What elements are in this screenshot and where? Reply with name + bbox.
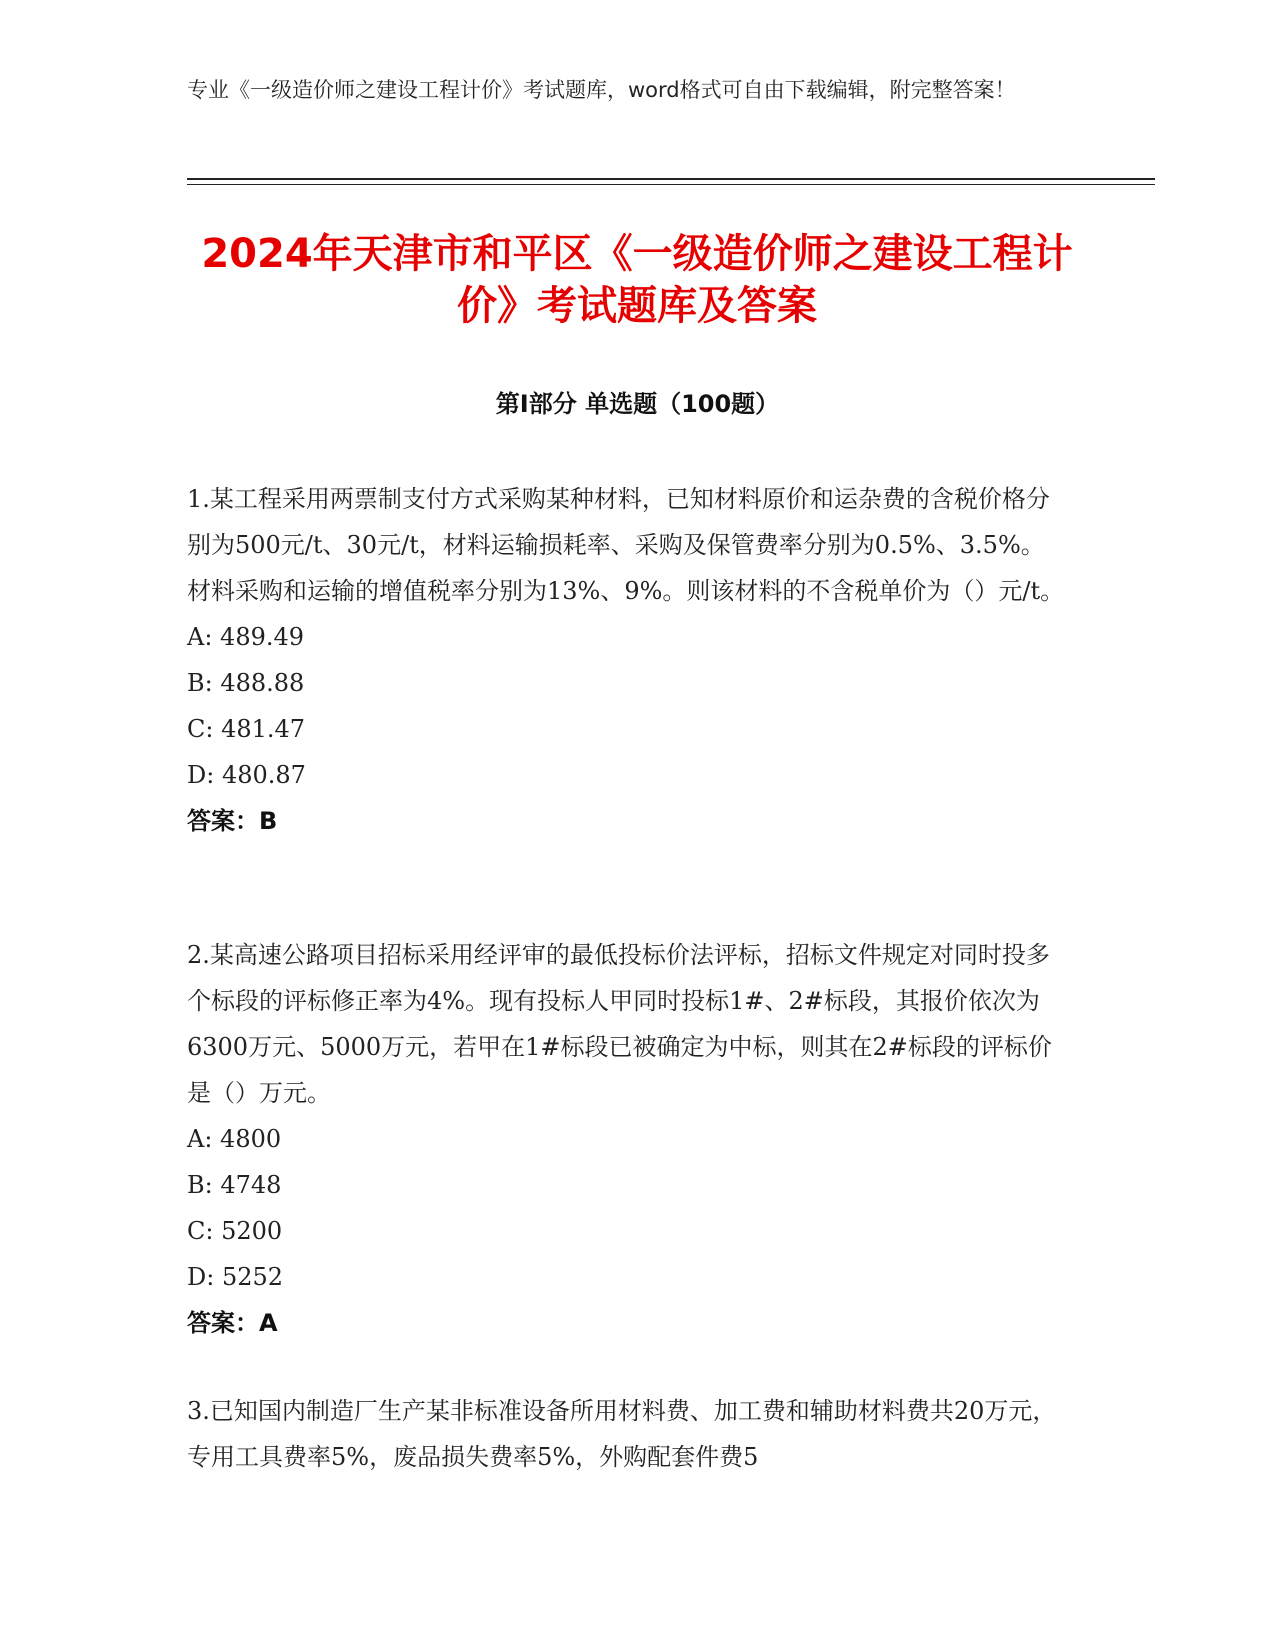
question-1	[187, 476, 1067, 844]
option-d: D: 480.87	[187, 761, 306, 789]
question-3	[187, 1388, 1067, 1480]
answer: 答案：A	[187, 1309, 278, 1337]
header-divider-thin	[187, 184, 1155, 185]
option-a: A: 489.49	[187, 623, 305, 651]
question-stem: 1.某工程采用两票制支付方式采购某种材料，已知材料原价和运杂费的含税价格分别为500元/t、30元/t，材料运输损耗率、采购及保管费率分别为0.5%、3.5%。材料采购和运输的增值税率分别为13%、9%。则该材料的不含税单价为（）元/t。	[187, 485, 1065, 605]
question-stem: 2.某高速公路项目招标采用经评审的最低投标价法评标，招标文件规定对同时投多个标段的评标修正率为4%。现有投标人甲同时投标1#、2#标段，其报价依次为6300万元、5000万元，若甲在1#标段已被确定为中标，则其在2#标段的评标价是（）万元。	[187, 941, 1052, 1107]
header-divider-thick	[187, 178, 1155, 180]
question-stem: 3.已知国内制造厂生产某非标准设备所用材料费、加工费和辅助材料费共20万元，专用工具费率5%，废品损失费率5%，外购配套件费5	[187, 1397, 1057, 1471]
question-2	[187, 932, 1067, 1346]
option-d: D: 5252	[187, 1263, 284, 1291]
answer: 答案：B	[187, 807, 278, 835]
document-title: 2024年天津市和平区《一级造价师之建设工程计价》考试题库及答案	[201, 231, 1073, 329]
option-c: C: 5200	[187, 1217, 283, 1245]
option-c: C: 481.47	[187, 715, 306, 743]
option-b: B: 4748	[187, 1171, 282, 1199]
option-a: A: 4800	[187, 1125, 282, 1153]
header-note: 专业《一级造价师之建设工程计价》考试题库，word格式可自由下载编辑，附完整答案！	[187, 78, 1016, 102]
section-title: 第I部分 单选题（100题）	[495, 390, 780, 418]
option-b: B: 488.88	[187, 669, 305, 697]
